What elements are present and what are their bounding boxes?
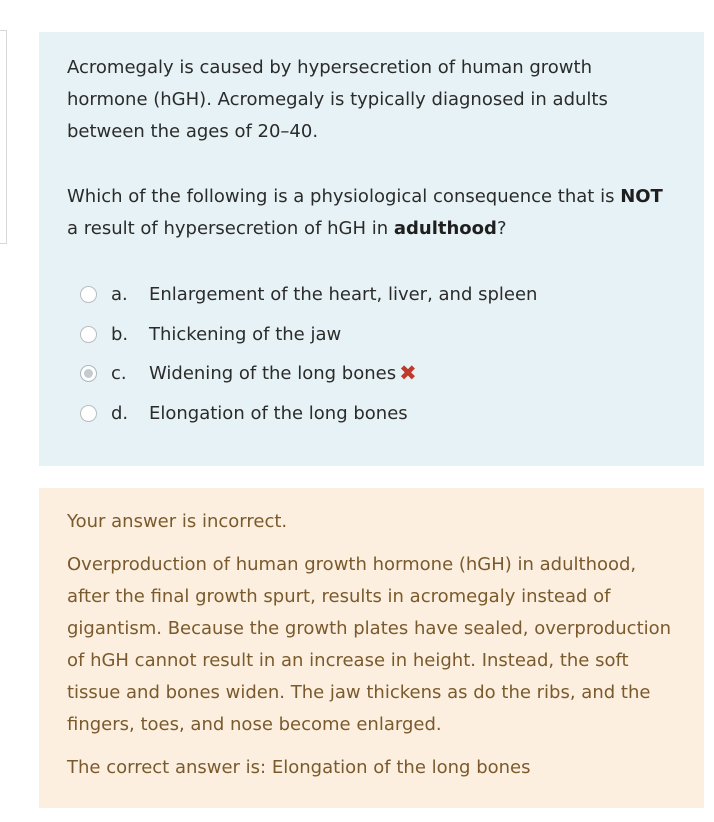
question-intro: Acromegaly is caused by hypersecretion of human growth hormone (hGH). Acromegaly is typically diagnosed in adults between the ages of 20–40. xyxy=(67,57,608,142)
question-panel xyxy=(39,32,704,466)
answer-c-radio[interactable] xyxy=(80,365,97,382)
answer-b-radio[interactable] xyxy=(80,326,97,343)
answer-option-c[interactable] xyxy=(80,354,676,394)
question-prompt-end: ? xyxy=(496,218,507,239)
answer-d-radio[interactable] xyxy=(80,405,97,422)
answer-options xyxy=(80,275,676,433)
question-prompt-start: Which of the following is a physiological consequence that is xyxy=(67,186,621,207)
incorrect-x-icon: ✖ xyxy=(399,361,417,386)
answer-b-letter: b. xyxy=(111,323,129,345)
answer-d-text[interactable]: Elongation of the long bones xyxy=(149,402,408,424)
answer-a-letter: a. xyxy=(111,284,128,306)
answer-d-letter: d. xyxy=(111,402,129,424)
answer-a-radio[interactable] xyxy=(80,286,97,303)
answer-c-letter: c. xyxy=(111,363,127,385)
answer-b-text[interactable]: Thickening of the jaw xyxy=(149,323,342,345)
question-prompt-not: NOT xyxy=(620,186,663,207)
answer-option-b[interactable] xyxy=(80,315,676,355)
left-panel-edge xyxy=(0,30,7,244)
answer-c-text[interactable]: Widening of the long bones xyxy=(149,363,397,385)
feedback-panel xyxy=(39,488,704,808)
question-prompt-middle: a result of hypersecretion of hGH in xyxy=(67,218,394,239)
answer-option-a[interactable] xyxy=(80,275,676,315)
feedback-explanation: Overproduction of human growth hormone (hGH) in adulthood, after the final growth spurt, results in acromegaly instead of gigantism. Because the growth plates have sealed, overproduction of hGH cannot result in an increase in height. Instead, the soft tissue and bones widen. The jaw thickens as do the ribs, and the fingers, toes, and nose become enlarged. xyxy=(67,554,672,735)
question-prompt xyxy=(67,181,676,245)
feedback-status: Your answer is incorrect. xyxy=(67,511,288,532)
feedback-correct-answer: The correct answer is: Elongation of the long bones xyxy=(67,757,531,778)
question-prompt-adulthood: adulthood xyxy=(393,218,497,239)
answer-option-d[interactable] xyxy=(80,394,676,434)
answer-a-text[interactable]: Enlargement of the heart, liver, and spleen xyxy=(149,284,538,306)
